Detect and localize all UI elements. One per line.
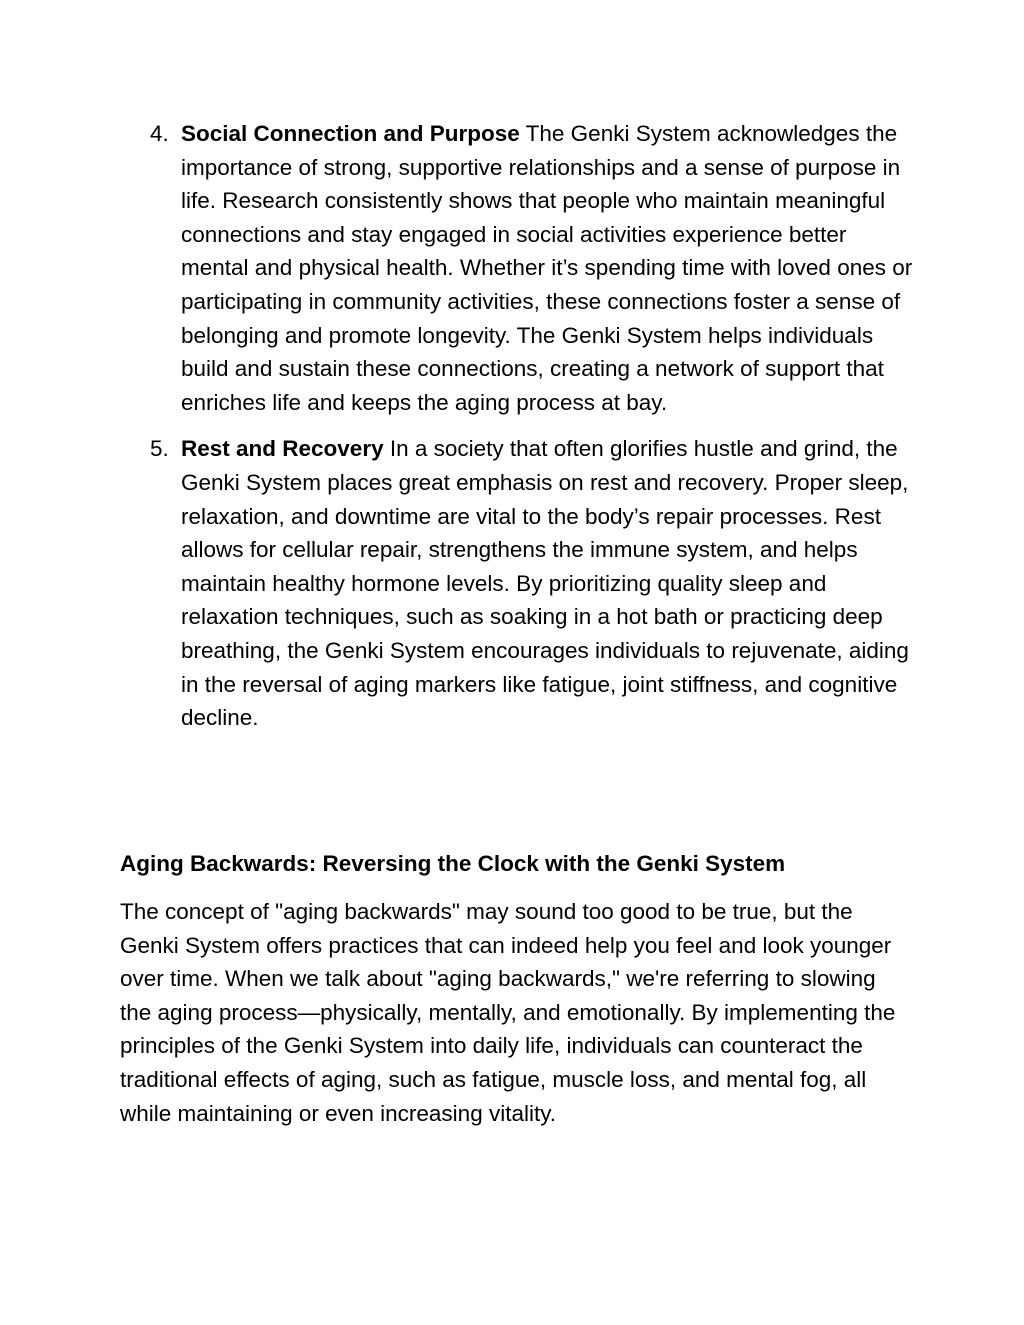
list-item xyxy=(120,432,920,734)
list-item-number: 5. xyxy=(150,436,169,462)
section-paragraph: The concept of "aging backwards" may sound too good to be true, but the Genki System offers practices that can indeed help you feel and look younger over time. When we talk about "aging backwards," we're referring to slowing the aging process—physically, mentally, and emotionally. By implementing the principles of the Genki System into daily life, individuals can counteract the traditional effects of aging, such as fatigue, muscle loss, and mental fog, all while maintaining or even increasing vitality. xyxy=(120,899,896,1126)
numbered-list xyxy=(120,117,920,748)
section-heading: Aging Backwards: Reversing the Clock with the Genki System xyxy=(120,851,786,876)
list-item-title: Rest and Recovery xyxy=(181,436,384,462)
list-item-body: The Genki System acknowledges the importance of strong, supportive relationships and a sense of purpose in life. Research consistently shows that people who maintain meaningful connections and stay engaged in social activities experience better mental and physical health. Whether it’s spending time with loved ones or participating in community activities, these connections foster a sense of belonging and promote longevity. The Genki System helps individuals build and sustain these connections, creating a network of support that enriches life and keeps the aging process at bay. xyxy=(181,121,913,415)
list-item-number: 4. xyxy=(150,121,169,146)
list-item-body: In a society that often glorifies hustle and grind, the Genki System places great emphasis on rest and recovery. Proper sleep, relaxation, and downtime are vital to the body’s repair processes. Rest allows for cellular repair, strengthens the immune system, and helps maintain healthy hormone levels. By prioritizing quality sleep and relaxation techniques, such as soaking in a hot bath or practicing deep breathing, the Genki System encourages individuals to rejuvenate, aiding in the reversal of aging markers like fatigue, joint stiffness, and cognitive decline. xyxy=(181,436,909,731)
list-item xyxy=(120,117,920,419)
list-item-title: Social Connection and Purpose xyxy=(181,121,520,146)
